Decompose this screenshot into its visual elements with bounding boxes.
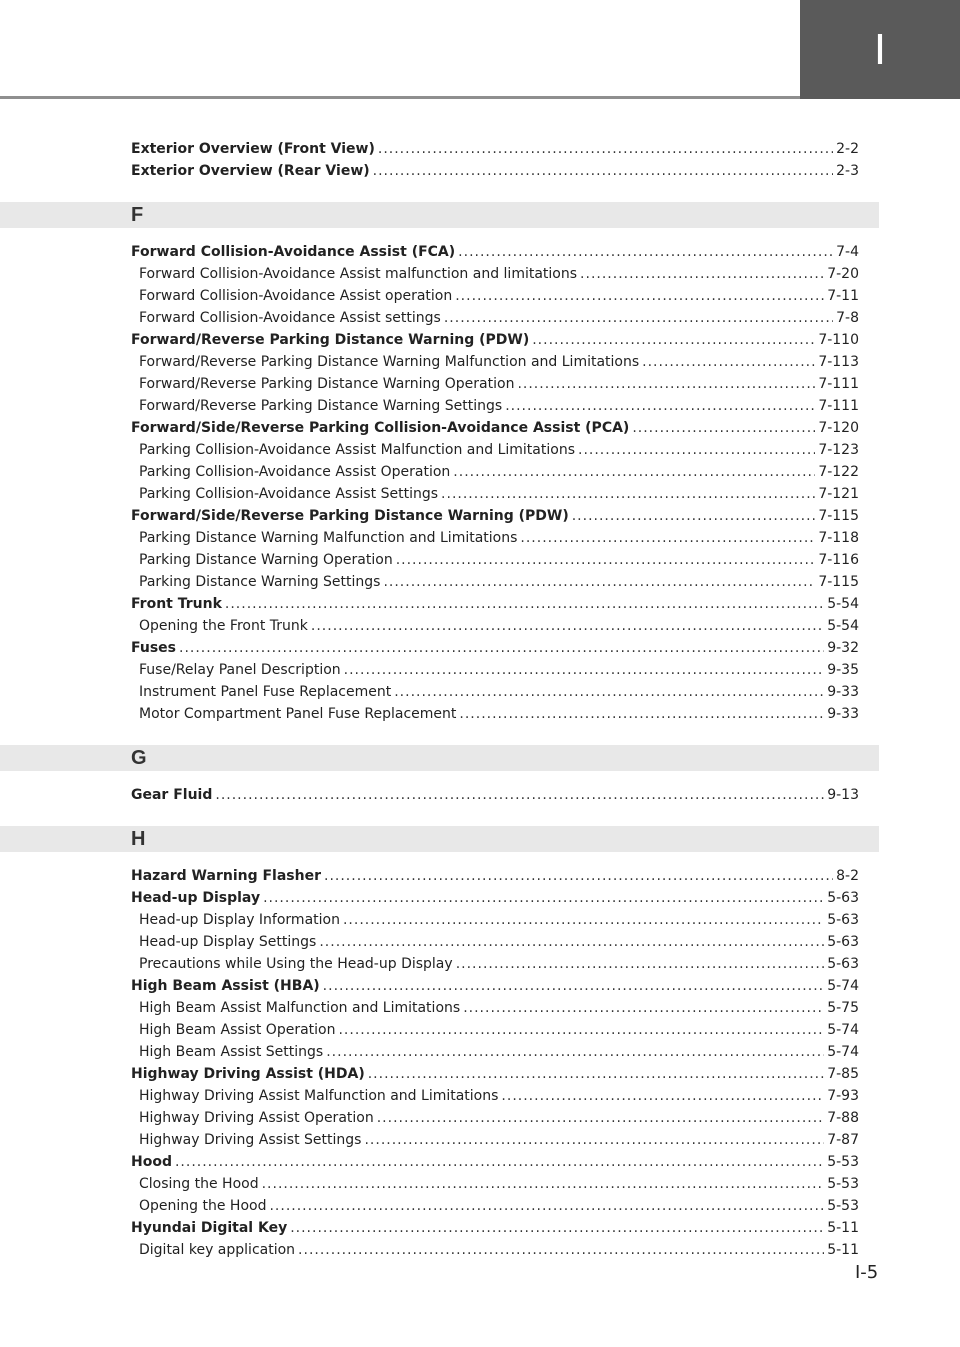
entry-label: Fuse/Relay Panel Description: [139, 662, 341, 678]
entry-page-ref: 7-93: [827, 1088, 859, 1104]
index-entry[interactable]: [131, 637, 859, 659]
entry-page-ref: 8-2: [836, 868, 859, 884]
dot-leader: [324, 865, 833, 887]
entry-label: Parking Collision-Avoidance Assist Settings: [139, 486, 439, 502]
entry-page-ref: 9-13: [827, 787, 859, 803]
entry-page-ref: 5-74: [827, 1022, 859, 1038]
entry-page-ref: 7-4: [836, 244, 859, 260]
page-number: I-5: [855, 1262, 879, 1283]
index-subentry[interactable]: [131, 1195, 859, 1217]
entry-page-ref: 5-74: [827, 1044, 859, 1060]
index-subentry[interactable]: [131, 285, 859, 307]
entry-label: Parking Collision-Avoidance Assist Operation: [139, 464, 451, 480]
dot-leader: [458, 241, 833, 263]
dot-leader: [338, 1019, 824, 1041]
index-subentry[interactable]: [131, 1239, 859, 1261]
entry-label: Opening the Hood: [139, 1198, 267, 1214]
index-subentry[interactable]: [131, 681, 859, 703]
entry-page-ref: 5-63: [827, 890, 859, 906]
entry-label: Hyundai Digital Key: [131, 1220, 288, 1236]
entry-label: Gear Fluid: [131, 787, 213, 803]
index-subentry[interactable]: [131, 909, 859, 931]
dot-leader: [373, 160, 833, 182]
dot-leader: [396, 549, 816, 571]
entry-page-ref: 7-123: [818, 442, 859, 458]
index-letter: I: [873, 24, 887, 74]
entry-page-ref: 7-111: [818, 398, 859, 414]
index-entry[interactable]: [131, 160, 859, 182]
entry-page-ref: 7-113: [818, 354, 859, 370]
entry-page-ref: 7-88: [827, 1110, 859, 1126]
entry-label: Closing the Hood: [139, 1176, 259, 1192]
entry-label: Exterior Overview (Rear View): [131, 163, 370, 179]
entry-label: Forward Collision-Avoidance Assist operation: [139, 288, 453, 304]
dot-leader: [520, 527, 815, 549]
entry-label: Parking Distance Warning Operation: [139, 552, 393, 568]
entry-label: Forward/Reverse Parking Distance Warning Malfunction and Limitations: [139, 354, 640, 370]
index-subentry[interactable]: [131, 307, 859, 329]
entry-page-ref: 5-74: [827, 978, 859, 994]
index-subentry[interactable]: [131, 703, 859, 725]
entry-label: Parking Collision-Avoidance Assist Malfunction and Limitations: [139, 442, 575, 458]
entry-label: Highway Driving Assist Settings: [139, 1132, 362, 1148]
dot-leader: [311, 615, 824, 637]
index-subentry[interactable]: [131, 931, 859, 953]
index-subentry[interactable]: [131, 373, 859, 395]
entry-page-ref: 7-110: [818, 332, 859, 348]
dot-leader: [456, 953, 825, 975]
entry-label: Highway Driving Assist Operation: [139, 1110, 374, 1126]
entry-page-ref: 7-115: [818, 508, 859, 524]
dot-leader: [343, 909, 824, 931]
dot-leader: [298, 1239, 824, 1261]
entry-page-ref: 5-75: [827, 1000, 859, 1016]
entry-label: Hood: [131, 1154, 172, 1170]
dot-leader: [215, 784, 824, 806]
index-subentry[interactable]: [131, 439, 859, 461]
dot-leader: [444, 307, 833, 329]
entry-page-ref: 7-116: [818, 552, 859, 568]
index-subentry[interactable]: [131, 395, 859, 417]
entry-label: Forward/Side/Reverse Parking Distance Warning (PDW): [131, 508, 569, 524]
dot-leader: [225, 593, 824, 615]
entry-label: Hazard Warning Flasher: [131, 868, 321, 884]
entry-page-ref: 5-11: [827, 1220, 859, 1236]
entry-label: High Beam Assist (HBA): [131, 978, 320, 994]
index-subentry[interactable]: [131, 1107, 859, 1129]
index-entry[interactable]: [131, 865, 859, 887]
dot-leader: [453, 461, 815, 483]
entry-label: Forward/Side/Reverse Parking Collision-Avoidance Assist (PCA): [131, 420, 630, 436]
dot-leader: [262, 1173, 825, 1195]
dot-leader: [377, 1107, 825, 1129]
index-subentry[interactable]: [131, 483, 859, 505]
index-subentry[interactable]: [131, 997, 859, 1019]
index-entry[interactable]: [131, 975, 859, 997]
section-heading-f: F: [0, 202, 879, 228]
entry-label: Forward/Reverse Parking Distance Warning Operation: [139, 376, 515, 392]
index-subentry[interactable]: [131, 1129, 859, 1151]
section-heading-h: H: [0, 826, 879, 852]
dot-leader: [364, 1129, 824, 1151]
entry-page-ref: 5-11: [827, 1242, 859, 1258]
entry-page-ref: 7-121: [818, 486, 859, 502]
entry-label: Highway Driving Assist (HDA): [131, 1066, 365, 1082]
entry-label: Opening the Front Trunk: [139, 618, 308, 634]
entry-page-ref: 7-87: [827, 1132, 859, 1148]
index-entry[interactable]: [131, 1217, 859, 1239]
index-subentry[interactable]: [131, 461, 859, 483]
entry-page-ref: 7-85: [827, 1066, 859, 1082]
entry-label: Forward/Reverse Parking Distance Warning Settings: [139, 398, 503, 414]
index-entry[interactable]: [131, 784, 859, 806]
dot-leader: [319, 931, 824, 953]
index-subentry[interactable]: [131, 953, 859, 975]
entry-label: Motor Compartment Panel Fuse Replacement: [139, 706, 457, 722]
entry-label: Forward/Reverse Parking Distance Warning (PDW): [131, 332, 530, 348]
section-heading-g: G: [0, 745, 879, 771]
dot-leader: [344, 659, 825, 681]
entry-page-ref: 2-2: [836, 141, 859, 157]
entry-label: Head-up Display Settings: [139, 934, 317, 950]
index-subentry[interactable]: [131, 549, 859, 571]
entry-page-ref: 5-53: [827, 1154, 859, 1170]
dot-leader: [517, 373, 815, 395]
dot-leader: [463, 997, 824, 1019]
dot-leader: [263, 887, 824, 909]
entry-label: Fuses: [131, 640, 176, 656]
index-subentry[interactable]: [131, 351, 859, 373]
index-entry[interactable]: [131, 505, 859, 527]
entry-page-ref: 7-118: [818, 530, 859, 546]
dot-leader: [179, 637, 824, 659]
index-list: [131, 138, 859, 1261]
entry-label: High Beam Assist Malfunction and Limitations: [139, 1000, 461, 1016]
entry-page-ref: 5-63: [827, 956, 859, 972]
index-subentry[interactable]: [131, 1041, 859, 1063]
index-subentry[interactable]: [131, 527, 859, 549]
dot-leader: [290, 1217, 824, 1239]
dot-leader: [572, 505, 816, 527]
entry-page-ref: 7-115: [818, 574, 859, 590]
entry-page-ref: 5-63: [827, 934, 859, 950]
entry-label: High Beam Assist Operation: [139, 1022, 336, 1038]
dot-leader: [632, 417, 815, 439]
index-letter-tab: [800, 0, 960, 99]
dot-leader: [323, 975, 825, 997]
entry-page-ref: 5-54: [827, 618, 859, 634]
dot-leader: [383, 571, 815, 593]
dot-leader: [368, 1063, 824, 1085]
entry-page-ref: 7-20: [827, 266, 859, 282]
entry-label: Head-up Display: [131, 890, 261, 906]
entry-label: High Beam Assist Settings: [139, 1044, 324, 1060]
index-entry[interactable]: [131, 329, 859, 351]
dot-leader: [642, 351, 815, 373]
index-entry[interactable]: [131, 887, 859, 909]
entry-label: Head-up Display Information: [139, 912, 340, 928]
entry-page-ref: 5-63: [827, 912, 859, 928]
index-subentry[interactable]: [131, 615, 859, 637]
dot-leader: [394, 681, 824, 703]
index-entry[interactable]: [131, 417, 859, 439]
dot-leader: [175, 1151, 824, 1173]
entry-label: Exterior Overview (Front View): [131, 141, 375, 157]
entry-label: Parking Distance Warning Malfunction and Limitations: [139, 530, 518, 546]
dot-leader: [455, 285, 824, 307]
index-subentry[interactable]: [131, 1019, 859, 1041]
dot-leader: [580, 263, 824, 285]
dot-leader: [378, 138, 833, 160]
entry-page-ref: 9-33: [827, 684, 859, 700]
entry-label: Instrument Panel Fuse Replacement: [139, 684, 392, 700]
entry-page-ref: 5-53: [827, 1176, 859, 1192]
entry-page-ref: 7-8: [836, 310, 859, 326]
entry-label: Front Trunk: [131, 596, 222, 612]
dot-leader: [269, 1195, 824, 1217]
entry-label: Forward Collision-Avoidance Assist settings: [139, 310, 441, 326]
entry-page-ref: 9-32: [827, 640, 859, 656]
entry-page-ref: 7-120: [818, 420, 859, 436]
entry-page-ref: 7-122: [818, 464, 859, 480]
dot-leader: [326, 1041, 824, 1063]
entry-page-ref: 7-111: [818, 376, 859, 392]
index-entry[interactable]: [131, 138, 859, 160]
entry-page-ref: 5-53: [827, 1198, 859, 1214]
index-entry[interactable]: [131, 1063, 859, 1085]
index-entry[interactable]: [131, 593, 859, 615]
index-subentry[interactable]: [131, 263, 859, 285]
entry-label: Forward Collision-Avoidance Assist malfunction and limitations: [139, 266, 578, 282]
dot-leader: [578, 439, 815, 461]
index-subentry[interactable]: [131, 659, 859, 681]
index-subentry[interactable]: [131, 1085, 859, 1107]
entry-page-ref: 5-54: [827, 596, 859, 612]
entry-label: Highway Driving Assist Malfunction and Limitations: [139, 1088, 499, 1104]
index-subentry[interactable]: [131, 571, 859, 593]
dot-leader: [501, 1085, 824, 1107]
entry-label: Precautions while Using the Head-up Display: [139, 956, 453, 972]
entry-page-ref: 2-3: [836, 163, 859, 179]
dot-leader: [505, 395, 815, 417]
header-rule: [0, 96, 800, 99]
dot-leader: [441, 483, 815, 505]
entry-page-ref: 9-35: [827, 662, 859, 678]
dot-leader: [532, 329, 815, 351]
index-entry[interactable]: [131, 1151, 859, 1173]
dot-leader: [459, 703, 824, 725]
index-subentry[interactable]: [131, 1173, 859, 1195]
index-entry[interactable]: [131, 241, 859, 263]
entry-label: Parking Distance Warning Settings: [139, 574, 381, 590]
entry-label: Forward Collision-Avoidance Assist (FCA): [131, 244, 456, 260]
entry-label: Digital key application: [139, 1242, 296, 1258]
entry-page-ref: 7-11: [827, 288, 859, 304]
entry-page-ref: 9-33: [827, 706, 859, 722]
